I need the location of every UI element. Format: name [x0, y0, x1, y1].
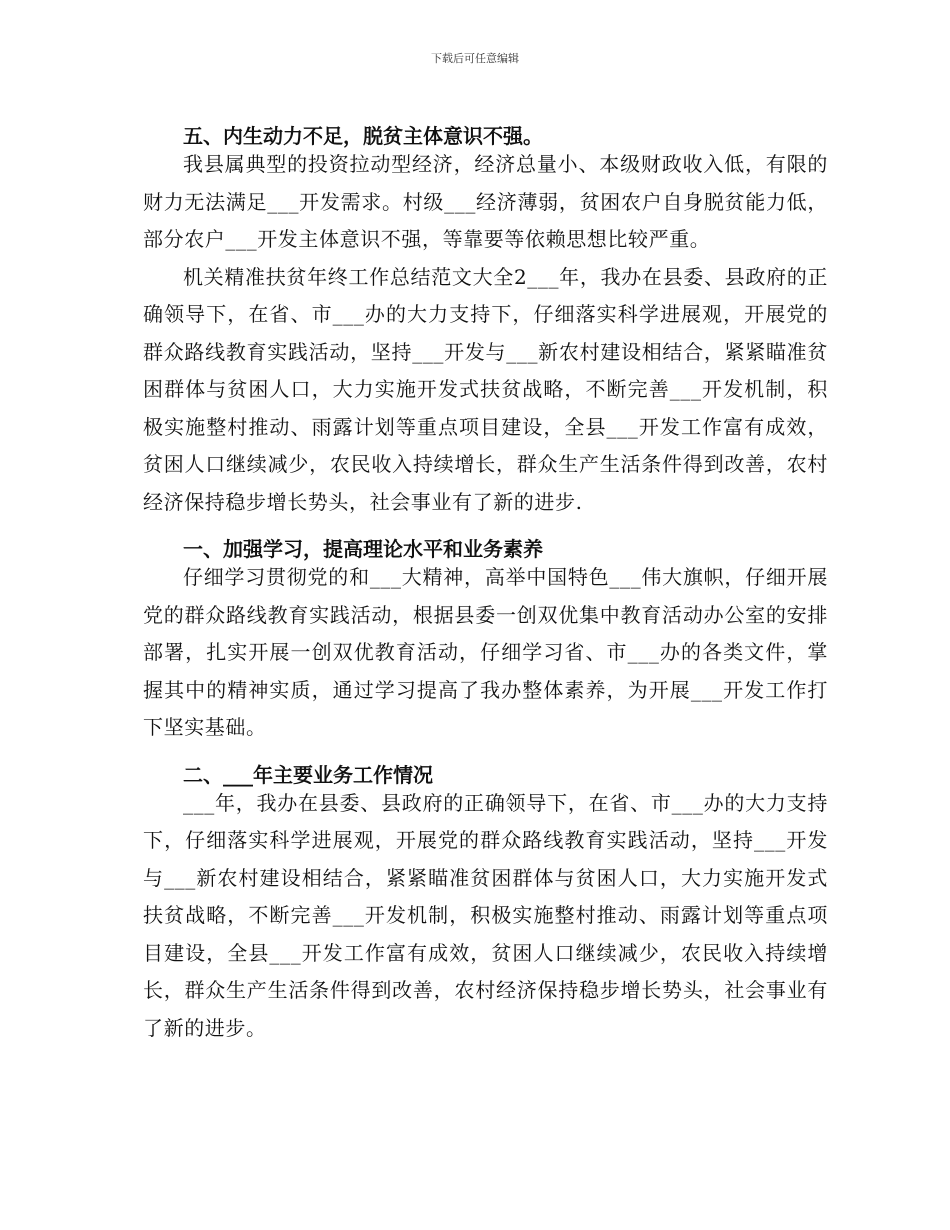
paragraph: 我县属典型的投资拉动型经济，经济总量小、本级财政收入低，有限的财力无法满足___开发需求。村级___经济薄弱，贫困农户自身脱贫能力低，部分农户___开发主体意识不强，等靠要等依赖思想比较严重。 — [143, 152, 828, 251]
section-heading: 一、加强学习，提高理论水平和业务素养 — [183, 537, 543, 561]
paragraph: 机关精准扶贫年终工作总结范文大全2___年，我办在县委、县政府的正确领导下，在省、市___办的大力支持下，仔细落实科学进展观，开展党的群众路线教育实践活动，坚持___开发与___新农村建设相结合，紧紧瞄准贫困群体与贫困人口，大力实施开发式扶贫战略，不断完善___开发机制，积极实施整村推动、雨露计划等重点项目建设，全县___开发工作富有成效，贫困人口继续减少，农民收入持续增长，群众生产生活条件得到改善，农村经济保持稳步增长势头，社会事业有了新的进步. — [143, 264, 828, 514]
paragraph: ___年，我办在县委、县政府的正确领导下，在省、市___办的大力支持下，仔细落实科学进展观，开展党的群众路线教育实践活动，坚持___开发与___新农村建设相结合，紧紧瞄准贫困群体与贫困人口，大力实施开发式扶贫战略，不断完善___开发机制，积极实施整村推动、雨露计划等重点项目建设，全县___开发工作富有成效，贫困人口继续减少，农民收入持续增长，群众生产生活条件得到改善，农村经济保持稳步增长势头，社会事业有了新的进步。 — [143, 790, 828, 1040]
paragraph: 仔细学习贯彻党的和___大精神，高举中国特色___伟大旗帜，仔细开展党的群众路线教育实践活动，根据县委一创双优集中教育活动办公室的安排部署，扎实开展一创双优教育活动，仔细学习省、市___办的各类文件，掌握其中的精神实质，通过学习提高了我办整体素养，为开展___开发工作打下坚实基础。 — [143, 565, 828, 739]
section-heading: 五、内生动力不足，脱贫主体意识不强。 — [183, 124, 543, 148]
page-header: 下载后可任意编辑 — [431, 52, 519, 65]
document-body — [143, 108, 828, 1047]
section-heading: 二、___年主要业务工作情况 — [183, 762, 433, 787]
